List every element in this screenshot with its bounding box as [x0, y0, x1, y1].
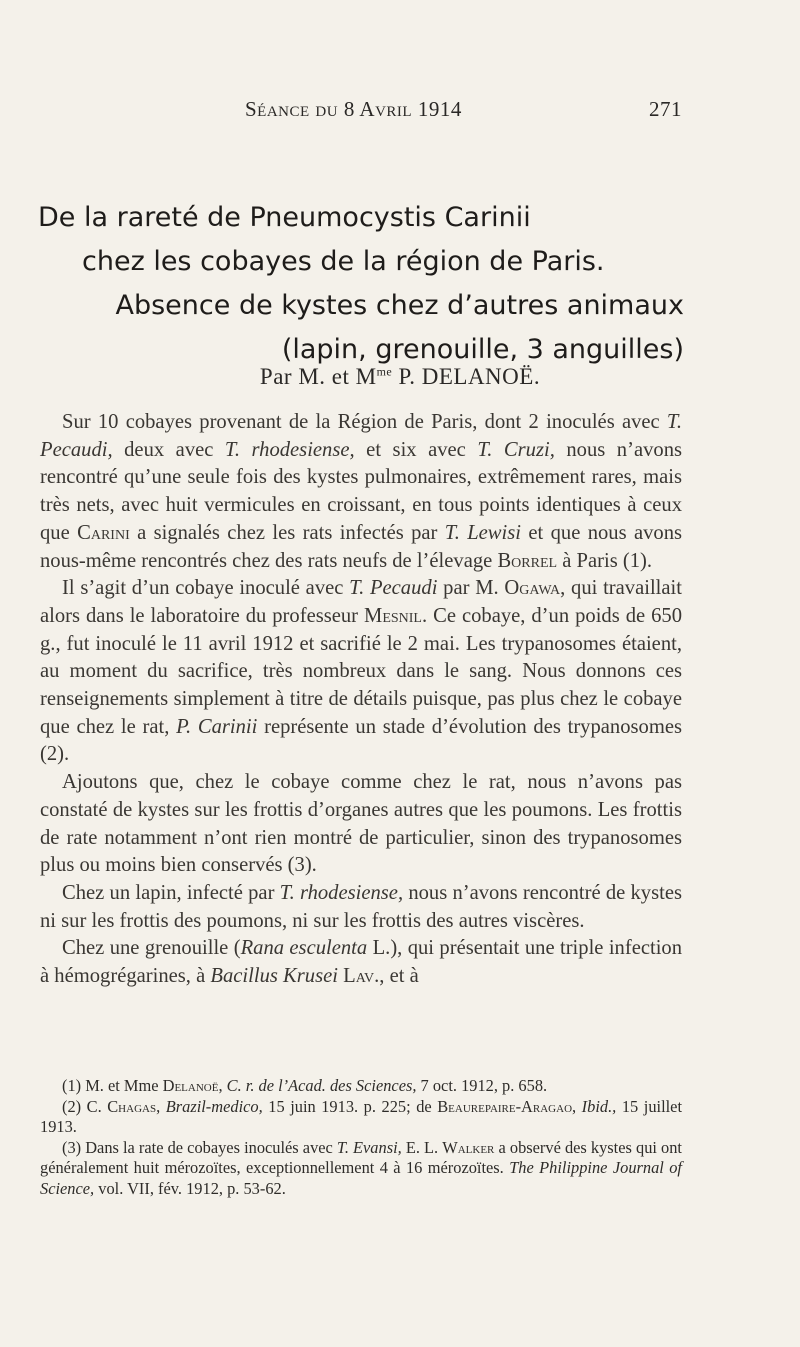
text-run: représente un stade d’évolution des trypanosomes (2).: [40, 715, 682, 766]
page-number: 271: [649, 97, 682, 121]
person-name: Beaurepaire-Aragao: [437, 1096, 573, 1116]
text-run: a signalés chez les rats infectés par: [129, 521, 445, 544]
author-title-superscript: me: [376, 364, 393, 379]
article-title: [38, 196, 684, 372]
person-name: Ogawa: [504, 577, 561, 600]
text-run: vol. VII, fév. 1912, p. 53-62.: [94, 1178, 286, 1198]
journal-title: Ibid.,: [581, 1096, 617, 1116]
person-name: Walker: [442, 1137, 495, 1157]
text-run: et six avec: [354, 438, 478, 461]
text-run: 15 juin 1913. p. 225; de: [262, 1096, 438, 1116]
author-prefix: Par M. et M: [259, 364, 377, 389]
text-run: 7 oct. 1912, p. 658.: [416, 1076, 548, 1095]
text-run: par M.: [437, 577, 505, 600]
paragraph-1: [40, 409, 682, 575]
title-line-1: De la rareté de Pneumocystis Carinii: [38, 202, 531, 233]
text-run: à Paris (1).: [557, 549, 653, 572]
text-run: , qui travaillait alors dans le laboratoire du professeur: [40, 577, 682, 627]
text-run: Chez un lapin, infecté par: [62, 881, 280, 904]
title-line-4: (lapin, grenouille, 3 anguilles): [281, 334, 684, 365]
text-run: (2) C.: [62, 1096, 108, 1116]
journal-title: The Philippine Journal of Science,: [40, 1158, 682, 1198]
text-run: E. L.: [401, 1137, 443, 1157]
running-head-title: Séance du 8 Avril 1914: [245, 97, 462, 121]
text-run: 15 juillet 1913.: [40, 1096, 683, 1136]
species-name: T. Evansi,: [336, 1137, 402, 1157]
species-name: P. Carinii: [176, 715, 258, 738]
journal-title: C. r. de l’Acad. des Sciences,: [226, 1076, 417, 1095]
text-run: deux avec: [112, 438, 225, 461]
person-name: Lav: [343, 965, 375, 988]
species-name: Bacillus Krusei: [210, 965, 338, 988]
paragraph-5: [40, 935, 682, 990]
text-run: (3) Dans la rate de cobayes inoculés avec: [62, 1137, 337, 1157]
text-run: . Ce cobaye, d’un poids de 650 g., fut inoculé le 11 avril 1912 et sacrifié le 2 mai. Les trypanosomes étaient, au moment du sacrifice, très nombreux dans le sang. Nous donnons ces renseignements simplement à titre de détails puisque, pas plus chez le cobaye que chez le rat,: [40, 604, 682, 738]
author-line: [0, 364, 800, 390]
person-name: Delanoë: [162, 1076, 219, 1095]
paragraph-4: [40, 880, 682, 935]
text-run: nous n’avons rencontré qu’une seule fois des kystes pulmonaires, extrêmement rares, mais très nets, avec huit vermicules en croissant, en tous points identiques à ceux que: [40, 438, 683, 544]
title-line-2: chez les cobayes de la région de Paris.: [82, 246, 605, 277]
text-run: Chez une grenouille (: [62, 937, 241, 960]
species-name: T. Pecaudi: [349, 577, 438, 600]
person-name: Mesnil: [364, 604, 422, 627]
text-run: L.), qui présentait une triple infection à hémogrégarines, à: [40, 937, 683, 988]
species-name: T. rhodesiense,: [224, 438, 355, 461]
text-run: Il s’agit d’un cobaye inoculé avec: [62, 577, 350, 600]
species-name: Rana esculenta: [240, 937, 368, 960]
footnotes: [40, 1076, 682, 1199]
author-name: P. DELANOË.: [392, 364, 541, 389]
running-head: [40, 97, 682, 127]
species-name: T. Pecaudi,: [40, 411, 682, 461]
text-run: ., et à: [374, 965, 419, 988]
footnote-1: [40, 1076, 682, 1097]
species-name: T. Cruzi,: [477, 438, 555, 461]
paragraph-2: [40, 575, 682, 769]
person-name: Carini: [77, 521, 130, 544]
text-run: (1) M. et Mme: [62, 1076, 163, 1095]
species-name: T. Lewisi: [444, 521, 522, 544]
text-run: et que nous avons nous-même rencontrés chez des rats neufs de l’élevage: [40, 521, 683, 572]
text-run: a observé des kystes qui ont généralement huit mérozoïtes, exceptionnellement 4 à 16 mérozoïtes.: [40, 1137, 682, 1177]
article-body: [40, 409, 682, 991]
footnote-2: [40, 1097, 682, 1138]
text-run: ,: [156, 1096, 166, 1116]
paragraph-3: [40, 769, 682, 880]
text-run: Ajoutons que, chez le cobaye comme chez le rat, nous n’avons pas constaté de kystes sur les frottis d’organes autres que les poumons. Les frottis de rate notamment n’ont rien montré de particulier, sinon des trypanosomes plus ou moins bien conservés (3).: [40, 771, 682, 877]
footnote-3: [40, 1138, 682, 1200]
person-name: Chagas: [107, 1096, 157, 1116]
text-run: ,: [218, 1076, 227, 1095]
text-run: Sur 10 cobayes provenant de la Région de Paris, dont 2 inoculés avec: [62, 411, 667, 433]
title-line-3: Absence de kystes chez d’autres animaux: [115, 290, 684, 321]
species-name: T. rhodesiense,: [279, 881, 404, 904]
journal-title: Brazil-medico,: [165, 1096, 263, 1116]
text-run: ,: [572, 1096, 582, 1116]
person-name: Borrel: [497, 549, 558, 572]
text-run: nous n’avons rencontré de kystes ni sur les frottis des poumons, ni sur les frottis des autres viscères.: [40, 881, 682, 932]
